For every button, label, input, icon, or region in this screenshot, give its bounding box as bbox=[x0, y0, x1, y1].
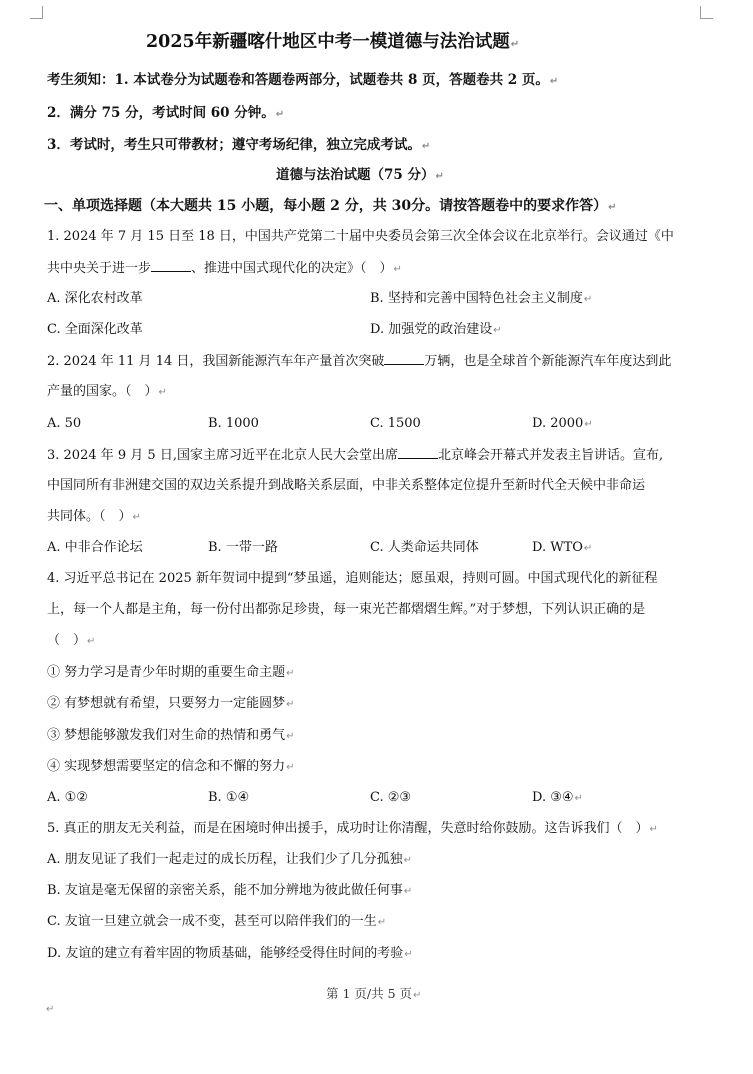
section-subtitle: 道德与法治试题（75 分）↵ bbox=[276, 167, 444, 183]
question-4-line-1: 4. 习近平总书记在 2025 新年贺词中提到“梦虽遥，追则能达；愿虽艰，持则可圆。中国式现代化的新征程 bbox=[47, 571, 658, 586]
question-3-option-b: B. 一带一路 bbox=[208, 540, 278, 555]
question-3-line-2: 中国同所有非洲建交国的双边关系提升到战略关系层面，中非关系整体定位提升至新时代全天候中非命运 bbox=[47, 478, 646, 493]
corner-mark-right bbox=[700, 6, 713, 19]
page-footer: 第 1 页/共 5 页↵ bbox=[326, 986, 422, 1001]
corner-mark-left bbox=[30, 6, 43, 19]
question-1-option-c: C. 全面深化改革 bbox=[47, 322, 143, 337]
notice-line-1: 考生须知：1. 本试卷分为试题卷和答题卷两部分，试题卷共 8 页，答题卷共 2 页。↵ bbox=[47, 72, 559, 88]
question-4-line-3: （ ）↵ bbox=[47, 633, 96, 648]
question-4-option-b: B. ①④ bbox=[208, 790, 250, 805]
question-5-option-d: D. 友谊的建立有着牢固的物质基础，能够经受得住时间的考验↵ bbox=[47, 946, 413, 961]
question-4-statement-1: ① 努力学习是青少年时期的重要生命主题↵ bbox=[47, 665, 295, 680]
question-1-line-2: 共中央关于进一步 、推进中国式现代化的决定》（ ）↵ bbox=[47, 261, 402, 276]
question-2-option-a: A. 50 bbox=[47, 416, 82, 431]
question-3-line-1: 3. 2024 年 9 月 5 日,国家主席习近平在北京人民大会堂出席 北京峰会开幕式并发表主旨讲话。宣布, bbox=[47, 448, 664, 463]
question-4-option-d: D. ③④↵ bbox=[532, 790, 583, 805]
question-2-option-d: D. 2000↵ bbox=[532, 416, 593, 431]
page-title: 2025年新疆喀什地区中考一模道德与法治试题↵ bbox=[146, 32, 520, 52]
notice-line-2: 2．满分 75 分，考试时间 60 分钟。↵ bbox=[47, 105, 285, 121]
question-5-option-a: A. 朋友见证了我们一起走过的成长历程，让我们少了几分孤独↵ bbox=[47, 852, 413, 867]
question-4-statement-4: ④ 实现梦想需要坚定的信念和不懈的努力↵ bbox=[47, 759, 295, 774]
question-2-line-1: 2. 2024 年 11 月 14 日，我国新能源汽车年产量首次突破 万辆，也是全球首个新能源汽车年度达到此 bbox=[47, 354, 672, 369]
question-5-option-c: C. 友谊一旦建立就会一成不变，甚至可以陪伴我们的一生↵ bbox=[47, 914, 387, 929]
question-3-option-d: D. WTO↵ bbox=[532, 540, 593, 555]
section-heading: 一、单项选择题（本大题共 15 小题，每小题 2 分，共 30分。请按答题卷中的要求作答）↵ bbox=[44, 198, 617, 214]
question-4-statement-3: ③ 梦想能够激发我们对生命的热情和勇气↵ bbox=[47, 728, 295, 743]
notice-line-3: 3．考试时，考生只可带教材；遵守考场纪律，独立完成考试。↵ bbox=[47, 137, 431, 153]
question-4-line-2: 上，每一个人都是主角，每一份付出都弥足珍贵，每一束光芒都熠熠生辉。”对于梦想，下列认识正确的是 bbox=[47, 602, 646, 617]
question-3-line-3: 共同体。（ ）↵ bbox=[47, 509, 141, 524]
question-4-option-a: A. ①② bbox=[47, 790, 88, 805]
question-2-line-2: 产量的国家。（ ）↵ bbox=[47, 384, 167, 399]
trailing-paragraph-mark: ↵ bbox=[46, 1004, 55, 1015]
question-1-line-1: 1. 2024 年 7 月 15 日至 18 日，中国共产党第二十届中央委员会第三次全体会议在北京举行。会议通过《中 bbox=[47, 229, 674, 244]
question-5-option-b: B. 友谊是毫无保留的亲密关系，能不加分辨地为彼此做任何事↵ bbox=[47, 883, 413, 898]
question-5-line-1: 5. 真正的朋友无关利益，而是在困境时伸出援手，成功时让你清醒，失意时给你鼓励。这告诉我们（ ）↵ bbox=[47, 821, 658, 836]
question-3-option-c: C. 人类命运共同体 bbox=[370, 540, 479, 555]
question-1-option-d: D. 加强党的政治建设↵ bbox=[370, 322, 502, 337]
question-2-option-b: B. 1000 bbox=[208, 416, 259, 431]
question-2-option-c: C. 1500 bbox=[370, 416, 421, 431]
question-4-statement-2: ② 有梦想就有希望，只要努力一定能圆梦↵ bbox=[47, 696, 295, 711]
answer-blank bbox=[398, 446, 438, 459]
question-1-option-a: A. 深化农村改革 bbox=[47, 291, 143, 306]
answer-blank bbox=[151, 259, 191, 272]
answer-blank bbox=[384, 352, 424, 365]
question-1-option-b: B. 坚持和完善中国特色社会主义制度↵ bbox=[370, 291, 593, 306]
question-3-option-a: A. 中非合作论坛 bbox=[47, 540, 143, 555]
question-4-option-c: C. ②③ bbox=[370, 790, 412, 805]
